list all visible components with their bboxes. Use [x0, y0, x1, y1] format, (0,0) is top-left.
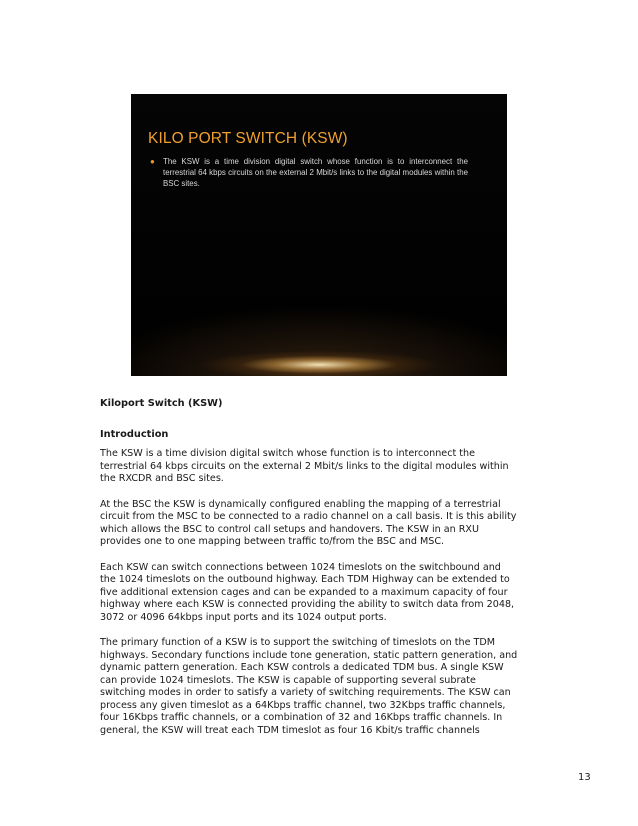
- paragraph-1: The KSW is a time division digital switch whose function is to interconnect the terrestrial 64 kbps circuits on the external 2 Mbit/s links to the digital modules within the RXCDR and BSC sites.: [100, 448, 509, 484]
- paragraph-2: At the BSC the KSW is dynamically configured enabling the mapping of a terrestrial circuit from the MSC to be connected to a radio channel on a call basis. It is this ability which allows the BSC to control call setups and handovers. The KSW in an RXU provides one to one mapping between traffic to/from the BSC and MSC.: [100, 498, 517, 547]
- bullet-dot-icon: ●: [150, 157, 155, 166]
- slide-bullet-text: The KSW is a time division digital switch whose function is to interconnect the terrestrial 64 kbps circuits on the external 2 Mbit/s links to the digital modules within the BSC sites.: [163, 157, 468, 189]
- slide-bullet: [150, 156, 468, 190]
- paragraph-3: Each KSW can switch connections between 1024 timeslots on the switchbound and the 1024 timeslots on the outbound highway. Each TDM Highway can be extended to five additional extension cages and can be expanded to a maximum capacity of four highway where each KSW is connected providing the ability to switch data from 2048, 3072 or 4096 64kbps input ports and its 1024 output ports.: [100, 561, 515, 623]
- page-number: 13: [578, 772, 591, 783]
- slide-image: [131, 94, 507, 376]
- section-heading: Kiloport Switch (KSW): [100, 398, 223, 409]
- document-body: [100, 398, 518, 750]
- slide-title: KILO PORT SWITCH (KSW): [148, 130, 348, 147]
- paragraph-4: The primary function of a KSW is to support the switching of timeslots on the TDM highways. Secondary functions include tone generation, static pattern generation, and dynamic pattern generation. Each KSW controls a dedicated TDM bus. A single KSW can provide 1024 timeslots. The KSW is capable of supporting several subrate switching modes in order to satisfy a variety of switching requirements. The KSW can process any given timeslot as a 64Kbps traffic channel, two 32Kbps traffic channels, four 16Kbps traffic channels, or a combination of 32 and 16Kbps traffic channels. In general, the KSW will treat each TDM timeslot as four 16 Kbit/s traffic channels: [100, 637, 518, 736]
- section-subheading: Introduction: [100, 428, 169, 440]
